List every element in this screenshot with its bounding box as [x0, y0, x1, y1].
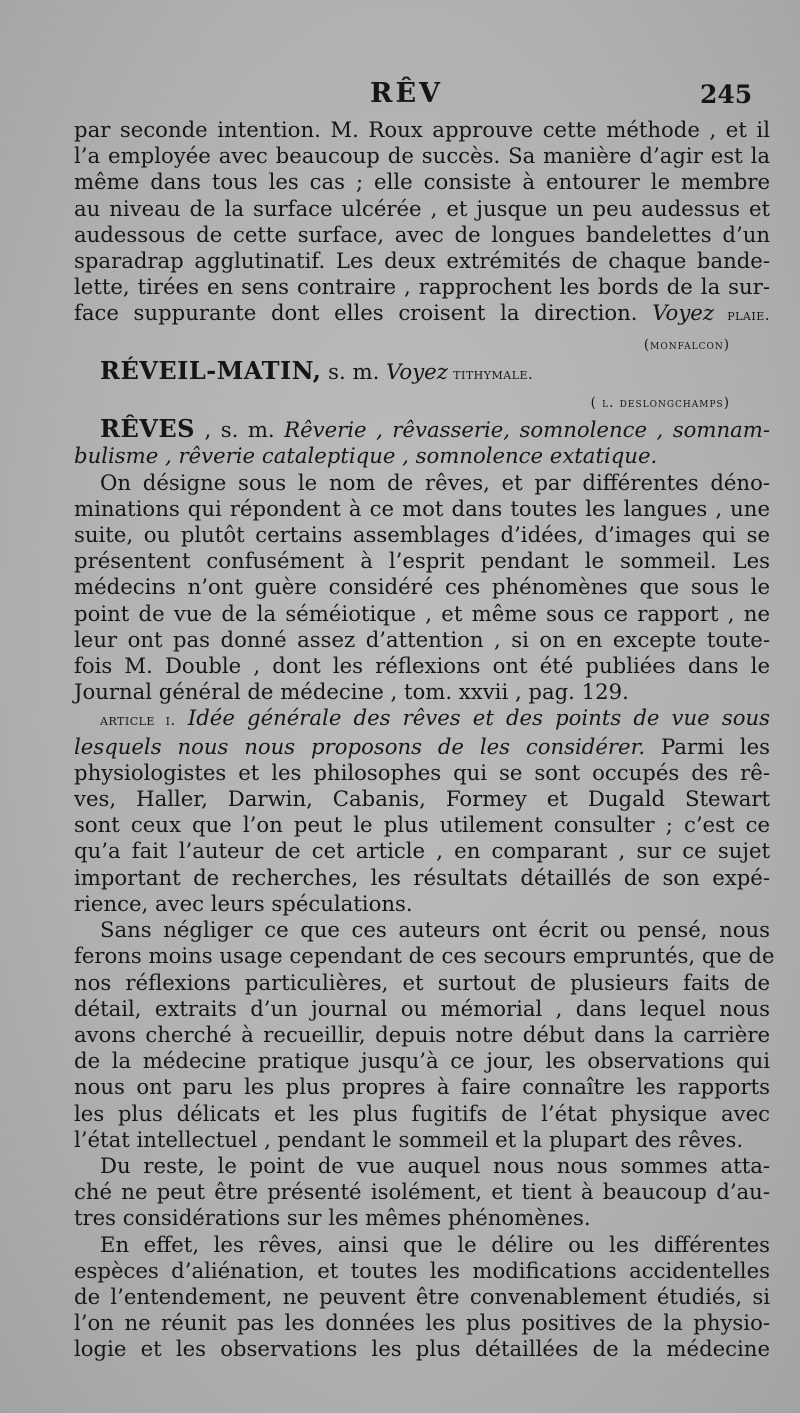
voyez-italic: Voyez [652, 300, 714, 326]
text-line: les plus délicats et les plus fugitifs de l’état physique avec [74, 1100, 770, 1126]
text-line: Journal général de médecine , tom. xxvii , pag. 129. [74, 679, 629, 705]
text-line: suite, ou plutôt certains assemblages d’idées, d’images qui se [74, 522, 770, 548]
text-line: de la médecine pratique jusqu’à ce jour, les observations qui [74, 1048, 770, 1074]
article-heading [74, 705, 770, 733]
text-line: logie et les observations les plus détaillées de la médecine [74, 1336, 770, 1362]
text-line: tres considérations sur les mêmes phénomènes. [74, 1205, 591, 1231]
text-line: nos réflexions particulières, et surtout de plusieurs faits de [74, 969, 770, 995]
text-line: ferons moins usage cependant de ces secours empruntés, que de [74, 943, 775, 969]
text-line: qu’a fait l’auteur de cet article , en comparant , sur ce sujet [74, 838, 770, 864]
author-monfalcon: (monfalcon) [643, 336, 730, 353]
entry-headword: RÉVEIL-MATIN, [100, 355, 322, 385]
text-line: l’état intellectuel , pendant le sommeil et la plupart des rêves. [74, 1126, 744, 1152]
text-line: ché ne peut être présenté isolément, et tient à beaucoup d’au- [74, 1179, 770, 1205]
text-line: espèces d’aliénation, et toutes les modifications accidentelles [74, 1257, 770, 1283]
body-text [74, 117, 775, 1363]
author-signature [74, 387, 770, 416]
text-line: leur ont pas donné assez d’attention , si on en excepte toute- [74, 626, 770, 652]
text-line: Sans négliger ce que ces auteurs ont écrit ou pensé, nous [100, 917, 770, 943]
text-line: présentent confusément à l’esprit pendant le sommeil. Les [74, 548, 770, 574]
text-line: avons cherché à recueillir, depuis notre début dans la carrière [74, 1021, 770, 1047]
text-line: sparadrap agglutinatif. Les deux extrémités de chaque bande- [74, 248, 770, 274]
grammar-label: , s. m. [194, 417, 285, 443]
text-line: rience, avec leurs spéculations. [74, 890, 413, 916]
text-line: détail, extraits d’un journal ou mémorial , dans lequel nous [74, 995, 770, 1021]
grammar-label: s. m. [321, 358, 387, 384]
text-line: fois M. Double , dont les réflexions ont été publiées dans le [74, 653, 770, 679]
text-line: physiologistes et les philosophes qui se sont occupés des rê- [74, 759, 770, 785]
text-line: médecins n’ont guère considéré ces phénomènes que sous le [74, 574, 770, 600]
text-line [74, 443, 770, 469]
text-line: point de vue de la séméiotique , et même sous ce rapport , ne [74, 600, 770, 626]
author-deslongchamps: ( l. deslongchamps) [590, 395, 730, 412]
page-header [0, 78, 800, 114]
cross-reference: tithymale. [447, 364, 534, 383]
entry-reves [74, 416, 770, 443]
voyez-italic: Voyez [386, 358, 448, 384]
text-line [74, 300, 770, 328]
entry-headword: RÊVES [100, 414, 195, 444]
synonyms: Rêverie , rêvasserie, somnolence , somnam- [284, 417, 770, 443]
entry-reveil-matin [74, 355, 770, 387]
text-line: par seconde intention. M. Roux approuve cette méthode , et il [74, 117, 770, 142]
text-line: même dans tous les cas ; elle consiste à entourer le membre [74, 169, 770, 195]
author-signature [74, 329, 770, 358]
text-line: Du reste, le point de vue auquel nous nous sommes atta- [100, 1152, 770, 1178]
text-line: de l’entendement, ne peuvent être convenablement étudiés, si [74, 1283, 770, 1309]
text-segment: face suppurante dont elles croisent la direction. [74, 300, 653, 326]
text-line: En effet, les rêves, ainsi que le délire ou les différentes [100, 1231, 770, 1257]
text-line: sont ceux que l’on peut le plus utilement consulter ; c’est ce [74, 812, 770, 838]
text-line: ves, Haller, Darwin, Cabanis, Formey et Dugald Stewart [74, 786, 770, 812]
text-line: important de recherches, les résultats détaillés de son expé- [74, 864, 770, 890]
text-line [74, 734, 770, 760]
text-segment: Parmi les [645, 733, 770, 759]
text-line: l’a employée avec beaucoup de succès. Sa manière d’agir est la [74, 143, 770, 169]
synonyms: bulisme , rêverie cataleptique , somnolence extatique. [74, 443, 658, 469]
cross-reference: plaie. [714, 306, 771, 325]
article-title: lesquels nous nous proposons de les considérer. [74, 733, 646, 759]
text-line: On désigne sous le nom de rêves, et par différentes déno- [100, 469, 770, 495]
text-line: nous ont paru les plus propres à faire connaître les rapports [74, 1074, 770, 1100]
text-line: lette, tirées en sens contraire , rapprochent les bords de la sur- [74, 274, 770, 300]
running-head: RÊV [370, 78, 443, 109]
article-label: article i. [100, 711, 176, 730]
text-line: minations qui répondent à ce mot dans toutes les langues , une [74, 495, 770, 521]
page-number: 245 [700, 80, 753, 109]
text-line: l’on ne réunit pas les données les plus positives de la physio- [74, 1310, 770, 1336]
article-title: Idée générale des rêves et des points de vue sous [175, 705, 770, 731]
text-line: audessous de cette surface, avec de longues bandelettes d’un [74, 221, 770, 247]
text-line: au niveau de la surface ulcérée , et jusque un peu audessus et [74, 195, 770, 221]
